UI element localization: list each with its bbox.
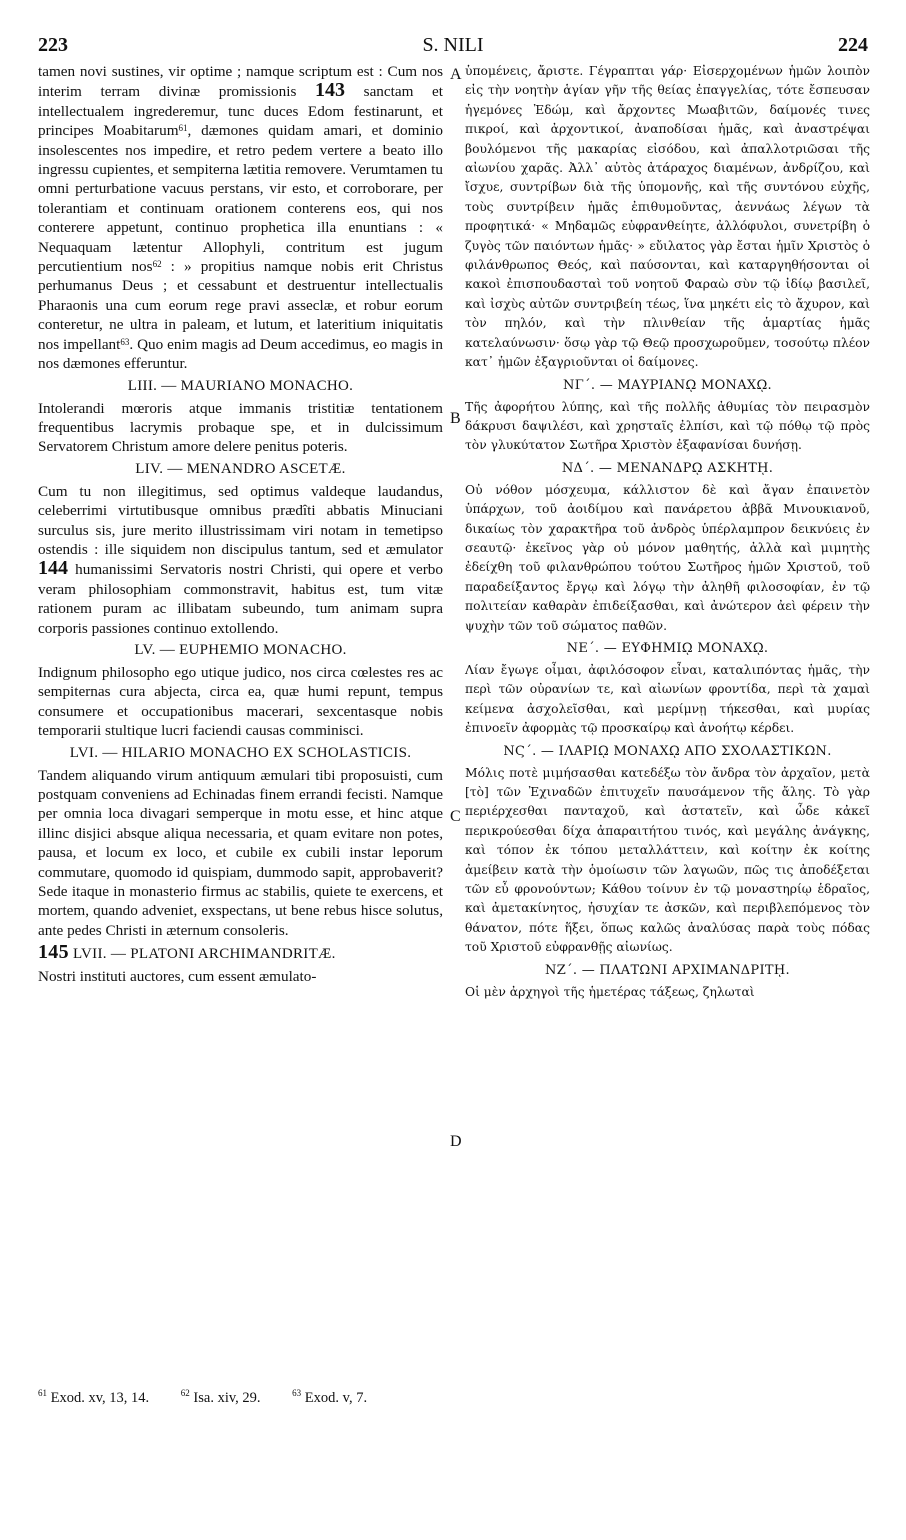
greek-letter-54-text: Οὐ νόθον μόσχευμα, κάλλιστον δὲ καὶ ἄγαν ἐπαινετὸν ὑπάρχων, τοῦ ἀοιδίμου καὶ πανάρετου ἀββᾶ Μινουκιανοῦ, δικαίως τὸν χαρακτῆρα τοῦ ἀνδρὸς ὑπέρλαμπρον δεικνύεις ἐν σεαυτῷ· ἐκεῖνος γὰρ οὐ μόνον μαθητής, ἀλλὰ καὶ μιμητὴς ἐδείχθη τοῦ φιλανθρώπου τούτου Σωτῆρος ἡμῶν Χριστοῦ, τοῦ παραδείξαντος ἔργῳ καὶ λόγῳ τὴν ἀληθῆ φιλοσοφίαν, ἐν τῷ πολιτείαν καθαρὰν ἐπιδείξασθαι, καὶ ἀνώτερον ἀεὶ φέρειν τὴν ψυχὴν τῶν τοῦ σώματος παθῶν. [465,482,870,633]
latin-column [38,62,443,987]
text-segment: humanissimi Servatoris nostri Christi, qui opere et verbo veram philosophiam commonstravit, habitus est, tum vitæ rationem puram ac illibatam subeundo, tum animam supra corporis passiones continuo extollendo. [38,561,443,637]
margin-marker-a: A [450,66,462,83]
latin-heading-53: LIII. — MAURIANO MONACHO. [127,377,354,394]
greek-letter-53-text: Τῆς ἀφορήτου λύπης, καὶ τῆς πολλῆς ἀθυμίας τὸν πειρασμὸν δάκρυσι δαψιλέσι, καὶ χρησταῖς ἐλπίσι, καὶ τῷ πόθῳ τῷ πρὸς τὸν γλυκύτατον Σωτῆρα Χριστὸν ἐξαφανίσαι δυνήσῃ. [465,399,870,453]
greek-column [465,62,870,1002]
footnote-number: 61 [38,1388,47,1398]
latin-letter-57-text: Nostri instituti auctores, cum essent æmulato- [38,968,317,986]
footnote-63 [292,1390,381,1406]
footnotes [38,1390,538,1407]
left-page-number: 223 [38,34,68,56]
footnote-number: 63 [292,1388,302,1398]
greek-letter-56-text: Μόλις ποτὲ μιμήσασθαι κατεδέξω τὸν ἄνδρα τὸν ἀρχαῖον, μετὰ [τὸ] τῶν Ἐχιναδῶν ἐπιτυχεῖν παυσάμενον τῆς ἄλης. Τὸ γὰρ περιέρχεσθαι πανταχοῦ, καὶ ἀστατεῖν, καὶ ὧδε κἀκεῖ περικρούεσθαι δίχα ἀπαραιτήτου τινός, καὶ μεγάλης ἀνάγκης, καὶ τόπον ἐκ τόπου μεταλλάττειν, καὶ κοίτην ἐκ κοίτης ἀμείβειν κατὰ τὴν ὁμοίωσιν τῶν λαγωῶν, πῶς τις ἀποδέξεται τῶν εὖ φρονούντων; Κάθου τοίνυν ἐν τῷ μοναστηρίῳ ἑδραῖος, καὶ ἀμετακίνητος, ἡσυχίαν τε ἀσκῶν, καὶ περιβλεπόμενος τὸν θάνατον, πότε ἥξει, ὅπως καλῶς ἀναλύσας παρὰ τοὺς πόδας τοῦ Χριστοῦ εὐφρανθῇς αἰωνίως. [465,765,870,955]
right-page-number: 224 [838,34,868,56]
greek-heading-54: ΝΔ΄. — ΜΕΝΑΝΔΡῼ ΑΣΚΗΤῌ. [561,460,774,476]
margin-marker-d: D [450,1133,462,1150]
margin-marker-b: B [450,410,461,427]
latin-heading-54: LIV. — MENANDRO ASCETÆ. [135,460,346,477]
text-segment: . Quo enim magis ad Deum accedimus, eo magis in nos dæmones efferuntur. [38,335,443,373]
footnote-reference: Exod. v, 7. [304,1390,368,1406]
greek-heading-56: ΝϚ΄. — ΙΛΑΡΙῼ ΜΟΝΑΧῼ ΑΠΟ ΣΧΟΛΑΣΤΙΚΩΝ. [503,743,832,759]
footnote-number: 62 [180,1388,190,1398]
latin-heading-56: LVI. — HILARIO MONACHO EX SCHOLASTICIS. [69,744,412,761]
footnote-61 [38,1390,163,1406]
column-number-145: 145 [38,941,69,964]
text-segment: : » propitius namque nobis erit Christus perhumanus Deus ; et cessabunt et destruentur intellectualis Pharaonis una cum eorum rege pravi asseclæ, et robur eorum conteretur, ne ultra in paleam, et lutum, et lateritium iniquitatis nos impellant [38,258,443,353]
greek-heading-57: ΝΖ΄. — ΠΛΑΤΩΝΙ ΑΡΧΙΜΑΝΔΡΙΤῌ. [545,962,790,978]
footnote-ref-61: 61 [178,123,188,134]
column-number-144: 144 [38,557,68,580]
latin-letter-55-text: Indignum philosopho ego utique judico, nos circa cœlestes res ac sempiternas cura abjecta, circa ea, quæ humi repunt, tempus consumere et occupationibus macerari, sexcentasque nobis temporarii stultique lucri faciendi causas comminisci. [38,663,443,740]
footnote-62 [181,1390,275,1406]
latin-letter-54-text [38,482,443,638]
margin-marker-c: C [450,808,461,825]
latin-letter-56-text: Tandem aliquando virum antiquum æmulari tibi proposuisti, cum postquam conveniens ad Echinadas finem errandi fecisti. Namque per omnia loca divagari semperque in motu esse, et hinc atque illinc disjici absque aliqua necessaria, et quam evitare non potes, pausa, et locum ex loco, et cubile ex cubili instar leporum commutare, quomodo id quispiam, dummodo sapit, approbaverit? Sede itaque in monasterio firmus ac stabilis, quiete te exercens, et mortem, quando adveniet, exspectans, ut bene rebus hisce solutus, ante pedes Christi in æternum consoleris. [38,766,443,939]
footnote-ref-63: 63 [120,336,130,347]
text-segment: tamen novi sustines, vir optime ; namque scriptum est : Cum nos interim terram divinæ promissionis [38,63,443,101]
latin-letter-53-text: Intolerandi mœroris atque immanis tristitiæ tentationem frequentibus lacrymis probaque spe, et in dulcissimum Servatorem Christum amore delere penitus poteris. [38,399,443,456]
column-number-143: 143 [315,79,346,102]
greek-letter-55-text: Λίαν ἔγωγε οἶμαι, ἀφιλόσοφον εἶναι, καταλιπόντας ἡμᾶς, τὴν περὶ τῶν οὐρανίων τε, καὶ αἰωνίων φροντίδα, περὶ τὰ χαμαὶ κείμενα ἀσχολεῖσθαι, καὶ μερίμνῃ τήκεσθαι, καὶ μυρίας ἐπινοεῖν ἀφορμὰς τῷ προσκαίρῳ καὶ ἀνοήτῳ κέρδει. [465,662,870,736]
text-segment: sanctam et intellectualem ingrederemur, tunc duces Edom festinarunt, et principes Moabitarum [38,83,444,140]
latin-heading-57-text: LVII. — PLATONI ARCHIMANDRITÆ. [72,946,336,963]
text-segment: , dæmones quidam amari, et dominio insolescentes nos impedire, et retro pedem vertere a beato illo ingressu cupientes, et sempiterna lætitia removere. Verumtamen tu omni perturbatione vacuus perstans, vir esto, et corroborare, per tolerantiam et continuam orationem conterens eos, qui nos conterere appetunt, continuo prophetica illa enuntians : « Nequaquam lætentur Allophyli, contritum est jugum percutientium nos [38,122,444,276]
greek-heading-53: ΝΓ΄. — ΜΑΥΡΙΑΝῼ ΜΟΝΑΧῼ. [563,377,772,393]
footnote-reference: Exod. xv, 13, 14. [50,1390,150,1406]
text-segment: Cum tu non illegitimus, sed optimus valdeque laudandus, celeberrimi virtutibusque omnibus prædîti abbatis Minuciani surculus sis, jure merito illustrissimam viri notam in temetipso ostendis : ille siquidem non discipulus tantum, sed et æmulator [38,482,443,558]
latin-heading-55: LV. — EUPHEMIO MONACHO. [134,641,347,658]
greek-letter-57-text: Οἱ μὲν ἀρχηγοὶ τῆς ἡμετέρας τάξεως, ζηλωταὶ [465,984,755,999]
latin-heading-57 [38,942,443,965]
footnote-ref-62: 62 [152,259,162,270]
latin-letter-52-text [38,62,443,374]
running-title: S. NILI [422,34,484,56]
footnote-reference: Isa. xiv, 29. [193,1390,261,1406]
greek-heading-55: ΝΕ΄. — ΕΥΦΗΜΙῼ ΜΟΝΑΧῼ. [566,640,769,656]
greek-letter-52-text: ὑπομένεις, ἄριστε. Γέγραπται γάρ· Εἰσερχομένων ἡμῶν λοιπὸν εἰς τὴν νοητὴν ἁγίαν γῆν τῆς θείας ἐπαγγελίας, τότε ἔσπευσαν ἡγεμόνες Ἐδώμ, καὶ ἄρχοντες Μωαβιτῶν, δαίμονές τινες πικροί, καὶ ἀρχοντικοί, ἀναποδίσαι ἡμᾶς, καὶ ἀναστρέψαι βουλόμενοι τῆς μακαρίας εἰσόδου, καὶ ἀπαλλοτριῶσαι τῆς αἰωνίου χαρᾶς. Ἀλλ᾽ αὐτὸς ἀτάραχος διαμένων, ἀνδρίζου, καὶ ἴσχυε, συντρίβων διὰ τῆς ὑπομονῆς, καὶ τῆς συντόνου εὐχῆς, τοὺς συντρίβειν ἡμᾶς ἐπιθυμοῦντας, ἀεννάως λέγων τὰ προφητικά· « Μηδαμῶς εὐφρανθείητε, ἀλλόφυλοι, συνετρίβη ὁ ζυγὸς τῶν παιόντων ἡμᾶς· » εὔιλατος γὰρ ἔσται ἡμῖν Χριστὸς ὁ φιλάνθρωπος Θεός, καὶ παύσονται, καὶ καταργηθήσονται οἱ κακοὶ ἐπισπουδασταὶ τοῦ νοητοῦ Φαραὼ σὺν τῷ ἰδίῳ βασιλεῖ, καὶ ἰσχὺς αὐτῶν συντριβείη τέως, ἵνα μηκέτι εἰς τὸ ἄχυρον, καὶ τὸν πηλόν, καὶ τὴν πλινθείαν τῆς ἁμαρτίας ἡμᾶς κατελαύνωσιν· ὅσῳ γὰρ τῷ Θεῷ προσχωροῦμεν, τοσούτῳ πλέον κατ᾽ ἡμῶν ἐξαγριοῦνται οἱ δαίμονες. [465,64,870,370]
